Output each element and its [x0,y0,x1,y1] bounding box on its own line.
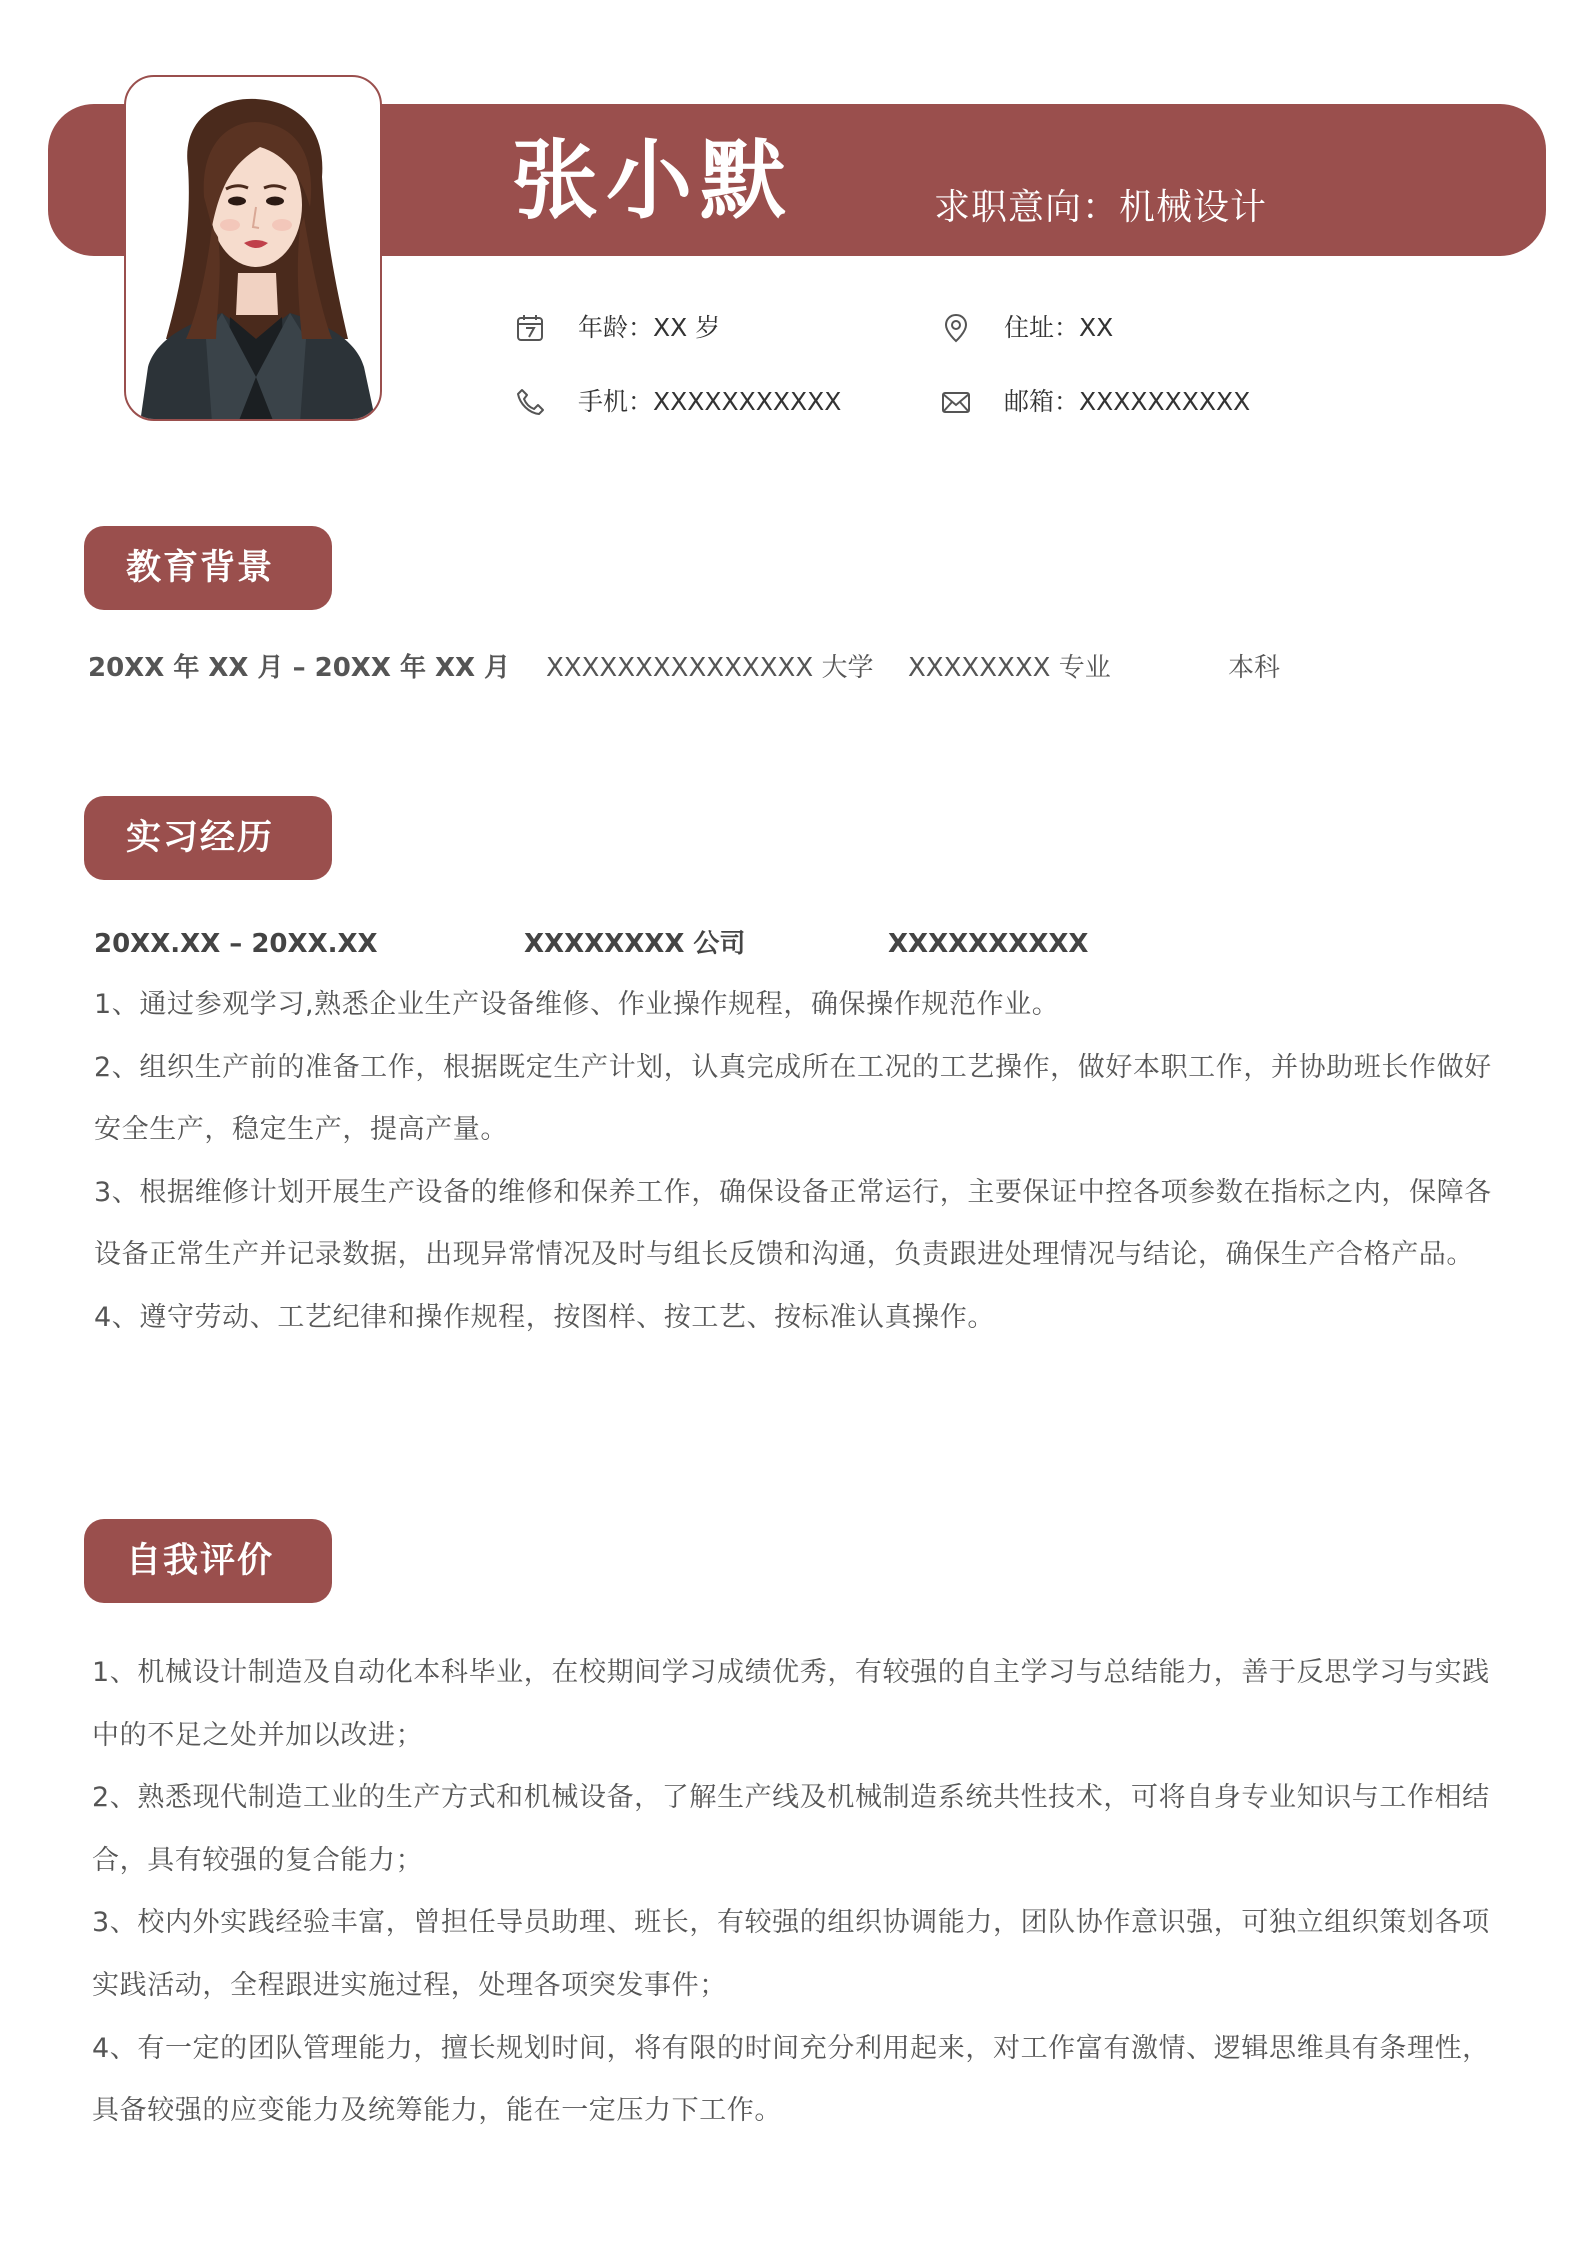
contact-age [514,306,874,350]
phone-icon [514,386,546,418]
calendar-icon [514,312,546,344]
section-title-internship: 实习经历 [84,796,332,880]
education-row [88,646,1488,690]
job-intent: 求职意向：机械设计 [934,187,1268,228]
list-item: 2、组织生产前的准备工作，根据既定生产计划，认真完成所在工况的工艺操作，做好本职工作，并协助班长作做好安全生产，稳定生产，提高产量。 [94,1051,1492,1146]
list-item: 4、有一定的团队管理能力，擅长规划时间，将有限的时间充分利用起来，对工作富有激情、逻辑思维具有条理性，具备较强的应变能力及统筹能力，能在一定压力下工作。 [92,2032,1490,2127]
contact-phone [514,380,914,424]
age-text: 年龄：XX 岁 [578,313,721,342]
list-item: 1、通过参观学习,熟悉企业生产设备维修、作业操作规程，确保操作规范作业。 [94,989,1060,1020]
education-school: XXXXXXXXXXXXXXX 大学 [546,653,874,683]
list-item: 1、机械设计制造及自动化本科毕业，在校期间学习成绩优秀，有较强的自主学习与总结能力，善于反思学习与实践中的不足之处并加以改进； [92,1657,1490,1751]
contact-address [940,306,1300,350]
candidate-name: 张小默 [512,131,794,231]
avatar [124,75,382,421]
contact-email [940,380,1340,424]
internship-company: XXXXXXXX 公司 [524,929,746,959]
internship-position: XXXXXXXXXX [888,929,1089,959]
internship-duties [94,974,1504,1350]
avatar-illustration [126,77,382,421]
section-title-education: 教育背景 [84,526,332,610]
list-item: 3、校内外实践经验丰富，曾担任导员助理、班长，有较强的组织协调能力，团队协作意识强，可独立组织策划各项实践活动，全程跟进实施过程，处理各项突发事件； [92,1907,1490,2001]
section-title-self-evaluation: 自我评价 [84,1519,332,1603]
list-item: 2、熟悉现代制造工业的生产方式和机械设备，了解生产线及机械制造系统共性技术，可将自身专业知识与工作相结合，具有较强的复合能力； [92,1782,1490,1876]
self-evaluation-list [92,1642,1502,2143]
email-text: 邮箱：XXXXXXXXXX [1004,387,1251,416]
phone-text: 手机：XXXXXXXXXXX [578,387,842,416]
address-text: 住址：XX [1004,313,1114,342]
internship-row [94,922,1494,966]
list-item: 4、遵守劳动、工艺纪律和操作规程，按图样、按工艺、按标准认真操作。 [94,1301,995,1333]
education-major: XXXXXXXX 专业 [908,653,1111,683]
education-degree: 本科 [1228,653,1281,683]
location-pin-icon [940,312,972,344]
internship-period: 20XX.XX – 20XX.XX [94,929,378,959]
education-period: 20XX 年 XX 月 – 20XX 年 XX 月 [88,653,511,683]
mail-icon [940,386,972,418]
list-item: 3、根据维修计划开展生产设备的维修和保养工作，确保设备正常运行，主要保证中控各项参数在指标之内，保障各设备正常生产并记录数据，出现异常情况及时与组长反馈和沟通，负责跟进处理情况与结论，确保生产合格产品。 [94,1176,1492,1271]
